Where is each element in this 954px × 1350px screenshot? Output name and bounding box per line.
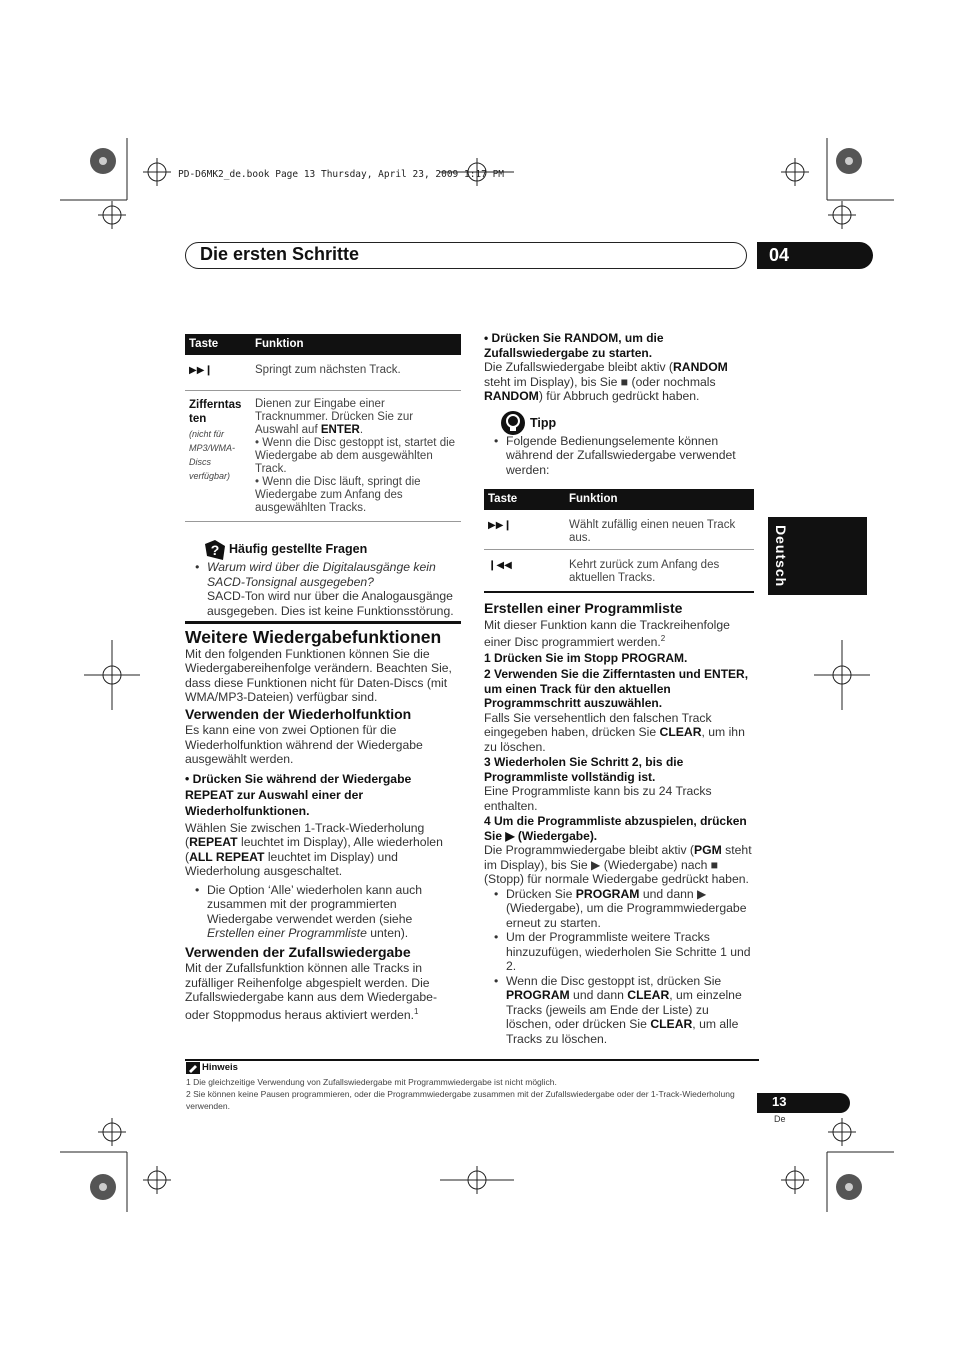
key-name: CLEAR xyxy=(659,725,702,740)
table-cell-key-name: ENTER xyxy=(320,424,360,436)
text: ) für Abbruch gedrückt haben. xyxy=(538,389,700,403)
faq-question: • Warum wird über die Digitalausgänge kein SACD-Tonsignal ausgegeben? xyxy=(185,560,461,589)
program-step-3-desc: Eine Programmliste kann bis zu 24 Tracks enthalten. xyxy=(484,784,712,813)
file-header: PD-D6MK2_de.book Page 13 Thursday, April 23, 2009 1:17 PM xyxy=(178,169,505,180)
program-bullet-2: • Um der Programmliste weitere Tracks hinzuzufügen, wiederholen Sie Schritte 1 und 2. xyxy=(484,930,756,974)
text: und dann ▶ (Wiedergabe), um die Programmwiedergabe erneut zu starten. xyxy=(506,886,747,930)
footnotes xyxy=(186,1062,746,1112)
text: leuchtet im Display) und Wiederholung ausgeschaltet. xyxy=(185,849,398,878)
key-name: CLEAR xyxy=(650,1017,693,1032)
text: Drücken Sie xyxy=(506,886,576,901)
text: , um ihn zu löschen. xyxy=(484,725,745,754)
faq-box xyxy=(185,540,461,618)
tip-box xyxy=(484,414,756,432)
footnote-ref: 2 xyxy=(660,634,666,643)
text: , um einzelne Tracks (jeweils am Ende der Liste) zu löschen, oder drücken Sie xyxy=(506,988,742,1032)
tip-lightbulb-icon xyxy=(500,410,526,436)
table-cell-note: (nicht für MP3/WMA-Discs verfügbar) xyxy=(189,429,235,481)
note-title: Hinweis xyxy=(202,1062,238,1073)
program-intro: Mit dieser Funktion kann die Trackreihenfolge einer Disc programmiert werden. xyxy=(484,617,730,650)
faq-answer: SACD-Ton wird nur über die Analogausgänge ausgegeben. Dies ist keine Funktionsstörung. xyxy=(207,589,454,618)
table-row xyxy=(185,355,461,391)
text: steht im Display), bis Sie ▶ (Wiedergabe) nach ■ (Stopp) für normale Wiedergabe gedrückt haben. xyxy=(484,843,752,887)
table-header-key: Taste xyxy=(484,489,565,510)
text: Wählen Sie zwischen 1-Track-Wiederholung ( xyxy=(185,820,425,849)
key-name: PROGRAM xyxy=(506,988,570,1003)
key-name: ALL REPEAT xyxy=(189,849,265,864)
faq-title: Häufig gestellte Fragen xyxy=(229,542,368,556)
text: , um alle Tracks zu löschen. xyxy=(506,1017,739,1046)
text: steht im Display), bis Sie ■ (oder nochmals xyxy=(484,374,716,389)
table-row xyxy=(484,550,754,593)
cross-reference: Erstellen einer Programmliste xyxy=(207,926,367,940)
section-intro: Mit den folgenden Funktionen können Sie die Wiedergabereihenfolge verändern. Beachten Sie, dass diese Funktionen nicht für Daten-Discs (mit WMA/MP3-Dateien) verfügbar sind. xyxy=(185,646,452,704)
table-cell: Wählt zufällig einen neuen Track aus. xyxy=(565,510,754,550)
random-title: Verwenden der Zufallswiedergabe xyxy=(185,943,411,960)
key-table xyxy=(185,334,461,522)
right-column xyxy=(484,331,756,1046)
key-name: REPEAT xyxy=(189,835,238,849)
program-step-1: 1 Drücken Sie im Stopp PROGRAM. xyxy=(484,650,688,665)
program-step-4: 4 Um die Programmliste abzuspielen, drücken Sie ▶ (Wiedergabe). xyxy=(484,814,747,843)
footnote-1: 1 Die gleichzeitige Verwendung von Zufallswiedergabe mit Programmwiedergabe ist nicht möglich. xyxy=(186,1077,557,1087)
table-header-function: Funktion xyxy=(251,334,461,355)
key-name: PGM xyxy=(694,843,722,858)
page-lang: De xyxy=(774,1114,786,1124)
program-step-2: 2 Verwenden Sie die Zifferntasten und ENTER, um einen Track für den aktuellen Programmschritt auszuwählen. xyxy=(484,667,749,711)
footnote-2: 2 Sie können keine Pausen programmieren, oder die Programmwiedergabe zusammen mit der Zufallswiedergabe oder der 1-Track-Wiederholung verwenden. xyxy=(186,1089,735,1111)
repeat-intro: Es kann eine von zwei Optionen für die Wiederholfunktion während der Wiedergabe ausgewählt werden. xyxy=(185,723,423,766)
text: Wenn die Disc gestoppt ist, drücken Sie xyxy=(506,973,722,988)
key-name: RANDOM xyxy=(673,360,728,374)
text: Die Programmwiedergabe bleibt aktiv ( xyxy=(484,843,694,858)
page-number: 13 xyxy=(772,1094,787,1109)
repeat-step: • Drücken Sie während der Wiedergabe REPEAT zur Auswahl einer der Wiederholfunktionen. xyxy=(185,771,412,818)
chapter-title: Die ersten Schritte xyxy=(200,244,360,264)
table-cell-text: Dienen zur Eingabe einer Tracknummer. Drücken Sie zur Auswahl auf xyxy=(255,398,414,436)
previous-track-icon: ❙◀◀ xyxy=(488,560,512,571)
table-cell-bullet: • Wenn die Disc gestoppt ist, startet die Wiedergabe ab dem ausgewählten Track. xyxy=(255,437,456,475)
chapter-number: 04 xyxy=(757,242,873,269)
note-icon xyxy=(186,1062,200,1074)
table-cell: Springt zum nächsten Track. xyxy=(251,355,461,391)
text: und dann xyxy=(569,988,628,1003)
faq-question-icon xyxy=(203,538,227,562)
footnote-ref: 1 xyxy=(413,1006,419,1016)
table-cell-bullet: • Wenn die Disc läuft, springt die Wiedergabe zum Anfang des ausgewählten Tracks. xyxy=(255,476,421,514)
left-column xyxy=(185,334,461,1022)
table-row xyxy=(185,391,461,522)
page-number-bar xyxy=(757,1093,850,1113)
random-text: Mit der Zufallsfunktion können alle Tracks in zufälliger Reihenfolge abgespielt werden. Die Zufallswiedergabe kann aus dem Wiedergabe- oder Stoppmodus heraus aktiviert werden. xyxy=(185,961,438,1022)
footnote-rule xyxy=(185,1059,759,1061)
table-cell-key: Zifferntas ten xyxy=(189,399,242,425)
table-header-key: Taste xyxy=(185,334,251,355)
language-tab-label: Deutsch xyxy=(773,524,789,588)
svg-text:?: ? xyxy=(210,542,220,558)
text: Die Zufallswiedergabe bleibt aktiv ( xyxy=(484,360,673,374)
program-title: Erstellen einer Programmliste xyxy=(484,600,683,616)
next-track-icon: ▶▶❙ xyxy=(484,510,565,550)
table-cell: Kehrt zurück zum Anfang des aktuellen Tracks. xyxy=(569,559,720,584)
random-key-table xyxy=(484,489,754,593)
tip-text: • Folgende Bedienungselemente können während der Zufallswiedergabe verwendet werden: xyxy=(484,434,756,478)
table-cell-text-end: . xyxy=(359,424,364,436)
random-step: • Drücken Sie RANDOM, um die Zufallswiedergabe zu starten. xyxy=(484,331,664,360)
table-header-function: Funktion xyxy=(565,489,754,510)
table-row xyxy=(484,510,754,550)
text: Die Option ‘Alle’ wiederholen kann auch zusammen mit der programmierten Wiedergabe verwendet werden (siehe xyxy=(207,882,422,926)
text: unten). xyxy=(366,926,409,940)
tip-title: Tipp xyxy=(530,415,557,430)
key-name: CLEAR xyxy=(627,988,670,1003)
key-name: RANDOM xyxy=(484,389,539,403)
section-title: Weitere Wiedergabefunktionen xyxy=(185,627,442,647)
text: leuchtet im Display), Alle wiederholen ( xyxy=(185,835,443,864)
program-step-3: 3 Wiederholen Sie Schritt 2, bis die Programmliste vollständig ist. xyxy=(484,755,684,784)
repeat-title: Verwenden der Wiederholfunktion xyxy=(185,705,412,722)
text: Falls Sie versehentlich den falschen Track eingegeben haben, drücken Sie xyxy=(484,710,712,740)
next-track-icon: ▶▶❙ xyxy=(185,355,251,391)
key-name: PROGRAM xyxy=(575,886,640,901)
